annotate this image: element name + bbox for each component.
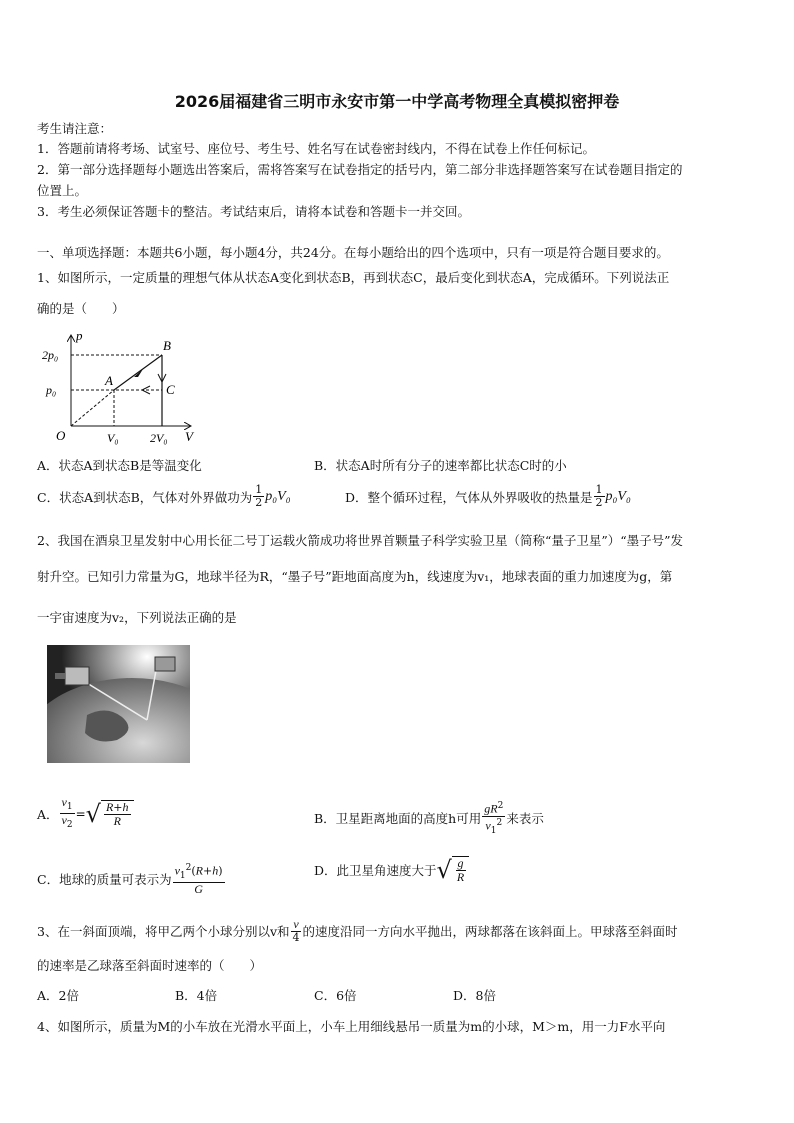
q4-stem: 4、如图所示，质量为M的小车放在光滑水平面上，小车上用细线悬吊一质量为m的小球，M＞m，用一力F水平向: [37, 1019, 666, 1034]
q3-stem: 的速率是乙球落至斜面时速率的（ ）: [37, 958, 263, 973]
x-tick-label: 2V₀: [150, 431, 168, 445]
pv-diagram: [40, 328, 200, 448]
origin-label: O: [56, 428, 66, 443]
point-label-b: B: [163, 338, 171, 353]
q3-option-d: D．8倍: [453, 988, 496, 1003]
q2-stem: 2、我国在酒泉卫星发射中心用长征二号丁运载火箭成功将世界首颗量子科学实验卫星（简称“量子卫星”）“墨子号”发: [37, 533, 684, 548]
q3-stem: 3、在一斜面顶端，将甲乙两个小球分别以v和 $\frac{v}{4}$ 的速度沿同一方向水平抛出，两球都落在该斜面上。甲球落至斜面时: [37, 917, 678, 944]
q3-option-c: C．6倍: [314, 988, 357, 1003]
q3-option-b: B．4倍: [175, 988, 218, 1003]
q1-option-d: D．整个循环过程，气体从外界吸收的热量是 $\frac{1}{2}$ p₀V₀: [345, 483, 631, 509]
point-label-c: C: [166, 382, 175, 397]
q2-option-d: D．此卫星角速度大于 √ $\frac{g}{R}$: [314, 856, 469, 884]
fraction: $\frac{gR^2}{v_1^2}$: [484, 801, 504, 836]
section-heading: 一、单项选择题：本题共6小题，每小题4分，共24分。在每小题给出的四个选项中，只有一项是符合题目要求的。: [37, 245, 669, 260]
fraction: $\frac{v_1^2(R+h)}{G}$: [174, 863, 223, 896]
arrow-ab: [134, 369, 143, 377]
fraction: $\frac{v}{4}$: [292, 917, 300, 944]
page-title: 2026届福建省三明市永安市第一中学高考物理全真模拟密押卷: [174, 92, 620, 111]
q1-option-b: B．状态A时所有分子的速率都比状态C时的小: [314, 458, 567, 473]
notice-item: 1．答题前请将考场、试室号、座位号、考生号、姓名写在试卷密封线内，不得在试卷上作任何标记。: [37, 141, 595, 156]
q2-option-b: B．卫星距离地面的高度h可用 $\frac{gR^2}{v_1^2}$ 来表示: [314, 801, 544, 836]
y-tick-label: p₀: [46, 383, 57, 397]
axis-label-v: V: [185, 429, 193, 444]
extension-line: [71, 390, 114, 426]
axis-label-p: p: [76, 328, 83, 343]
q1-option-c: C．状态A到状态B，气体对外界做功为 $\frac{1}{2}$ p₀V₀: [37, 483, 291, 509]
notice-item: 位置上。: [37, 183, 88, 198]
q2-option-a: A． $\frac{v_1}{v_2}$ = √ $\frac{R+h}{R}$: [37, 796, 134, 831]
path-ab: [114, 355, 162, 390]
y-tick-label: 2p₀: [42, 348, 59, 362]
q1-option-a: A．状态A到状态B是等温变化: [37, 458, 202, 473]
q2-stem: 射升空。已知引力常量为G，地球半径为R，“墨子号”距地面高度为h，线速度为v₁，地球表面的重力加速度为g，第: [37, 569, 673, 584]
q2-stem: 一宇宙速度为v₂，下列说法正确的是: [37, 610, 237, 625]
notice-item: 3．考生必须保证答题卡的整洁。考试结束后，请将本试卷和答题卡一并交回。: [37, 204, 470, 219]
notice-item: 2．第一部分选择题每小题选出答案后，需将答案写在试卷指定的括号内，第二部分非选择题答案写在试卷题目指定的: [37, 162, 683, 177]
q1-stem: 确的是（ ）: [37, 301, 125, 316]
fraction: $\frac{1}{2}$: [255, 483, 263, 509]
x-tick-label: V₀: [107, 431, 119, 445]
q1-stem: 1、如图所示，一定质量的理想气体从状态A变化到状态B，再到状态C，最后变化到状态A，完成循环。下列说法正: [37, 270, 670, 285]
q2-option-c: C．地球的质量可表示为 $\frac{v_1^2(R+h)}{G}$: [37, 863, 223, 896]
square-root: √ $\frac{g}{R}$: [437, 856, 470, 884]
fraction: $\frac{1}{2}$: [595, 483, 603, 509]
q3-option-a: A．2倍: [37, 988, 79, 1003]
satellite-photo: [47, 645, 190, 763]
point-label-a: A: [105, 373, 113, 388]
square-root: √ $\frac{R+h}{R}$: [86, 800, 134, 828]
notice-heading: 考生请注意：: [37, 121, 113, 136]
fraction: $\frac{v_1}{v_2}$: [61, 795, 73, 831]
